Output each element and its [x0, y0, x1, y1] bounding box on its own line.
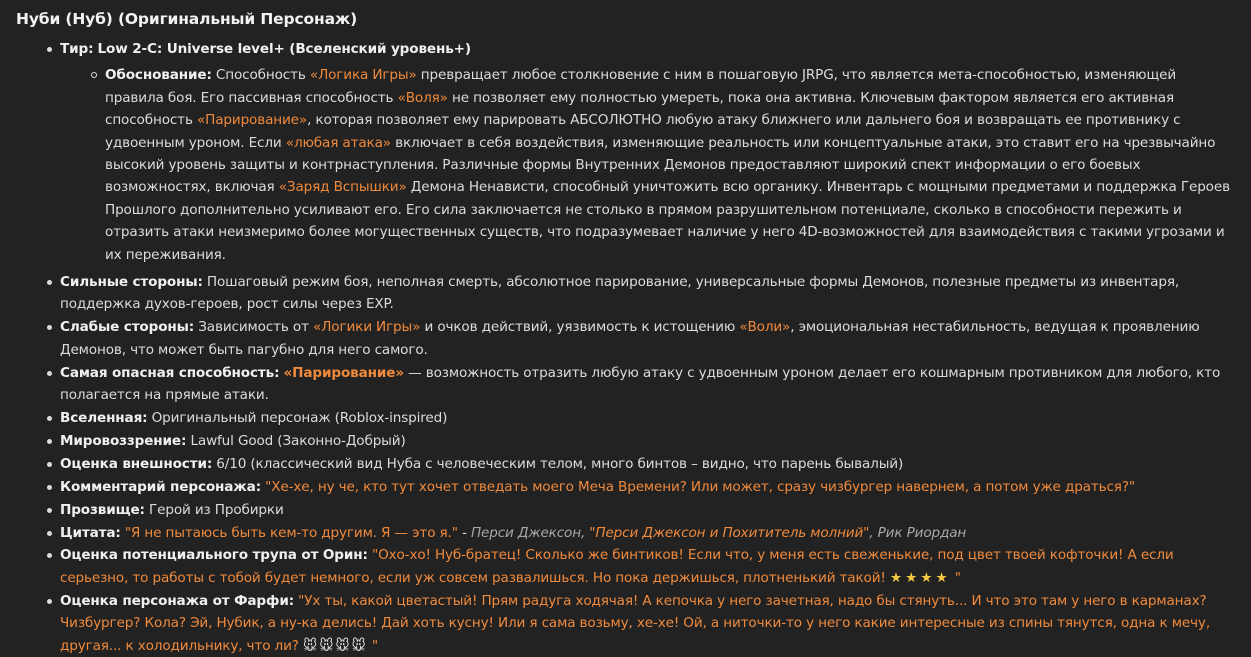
list-item-alignment — [60, 430, 1233, 452]
nickname-label: Прозвище: — [60, 501, 145, 518]
orin-rating-label: Оценка потенциального трупа от Орин: — [60, 547, 368, 564]
nickname-value: Герой из Пробирки — [144, 501, 284, 518]
highlight-parry: «Парирование» — [196, 112, 308, 129]
most-dangerous-label: Самая опасная способность: — [60, 364, 280, 381]
quote-book: "Перси Джексон и Похититель молний" — [589, 524, 870, 541]
appearance-label: Оценка внешности: — [60, 455, 213, 472]
page-title: Нуби (Нуб) (Оригинальный Персонаж) — [16, 10, 358, 28]
highlight-will-2: «Воли» — [739, 319, 791, 336]
mouse-icons: 🐭🐭🐭🐭 — [303, 637, 368, 654]
highlight-parry-2: «Парирование» — [283, 364, 404, 381]
quote-writer: , Рик Риордан — [869, 524, 967, 541]
list-item-strengths — [60, 271, 1233, 316]
highlight-game-logic-2: «Логики Игры» — [313, 319, 421, 336]
farfi-rating-label: Оценка персонажа от Фарфи: — [60, 592, 294, 609]
list-item-tier — [60, 38, 1233, 266]
character-comment-value: "Хе-хе, ну че, кто тут хочет отведать моего Меча Времени? Или может, сразу чизбургер навернем, а потом уже драться?" — [265, 478, 1135, 495]
quote-text: "Я не пытаюсь быть кем-то другим. Я — это я." — [124, 524, 458, 541]
strengths-value: Пошаговый режим боя, неполная смерть, абсолютное парирование, универсальные формы Демонов, полезные предметы из инвентаря, поддержка духов-героев, рост силы через EXP. — [60, 274, 1180, 313]
farfi-rating-value: "Ух ты, какой цветастый! Прям радуга ходячая! А кепочка у него зачетная, надо бы стянуть... И что это там у него в карманах? Чизбургер? Кола? Эй, Нубик, а ну-ка делись! Дай хоть кусну! Или я сама возьму, хе-хе! Ой, а ниточки-то у него какие интересные из спины тянутся, одна к мечу, другая... к холодильнику, что ли? — [60, 592, 1210, 654]
list-item-justification: Обоснование: Способность «Логика Игры» превращает любое столкновение с ним в пошаговую JRPG, что является мета-способностью, изменяющей правила боя. Его пассивная способность «Воля» не позволяет ему полностью умереть, пока она активна. Ключевым фактором является его активная способность «Парирование», которая позволяет ему парировать АБСОЛЮТНО любую атаку ближнего или дальнего боя и возвращать ее противнику с удвоенным уроном. Если «любая атака» включает в себя воздействия, изменяющие реальность или концептуальные атаки, это ставит его на чрезвычайно высокий уровень защиты и контрнаступления. Различные формы Внутренних Демонов предоставляют широкий спект информации о его боевых возможностях, включая «Заряд Вспышки» Демона Ненависти, способный уничтожить всю органику. Инвентарь с мощными предметами и поддержка Героев Прошлого дополнительно усиливают его. Его сила заключается не столько в прямом разрушительном потенциале, сколько в способности пережить и отразить атаки неизмеримо более могущественных существ, что подразумевает наличие у него 4D-возможностей для взаимодействия с такими угрозами и их переживания. — [105, 64, 1233, 266]
quote-label: Цитата: — [60, 524, 121, 541]
universe-label: Вселенная: — [60, 410, 148, 426]
list-item-farfi-rating: Оценка персонажа от Фарфи: "Ух ты, какой цветастый! Прям радуга ходячая! А кепочка у него зачетная, надо бы стянуть... И что это там у него в карманах? Чизбургер? Кола? Эй, Нубик, а ну-ка делись! Дай хоть кусну! Или я сама возьму, хе-хе! Ой, а ниточки-то у него какие интересные из спины тянутся, одна к мечу, другая... к холодильнику, что ли? 🐭🐭🐭🐭 " — [60, 590, 1233, 657]
list-item-most-dangerous: Самая опасная способность: «Парирование» — возможность отразить любую атаку с удвоенным уроном делает его кошмарным противником для любого, кто полагается на прямые атаки. — [60, 362, 1233, 407]
strengths-label: Сильные стороны: — [60, 274, 203, 291]
list-item-weaknesses: Слабые стороны: Зависимость от «Логики Игры» и очков действий, уязвимость к истощению «Воли», эмоциональная нестабильность, ведущая к проявлению Демонов, что может быть пагубно для него самого. — [60, 316, 1233, 361]
justification-label: Обоснование: — [105, 67, 212, 84]
list-item-appearance — [60, 453, 1233, 475]
tier-value: Low 2-C: Universe level+ (Вселенский уровень+) — [97, 41, 471, 57]
quote-author: Перси Джексон, — [470, 524, 590, 541]
highlight-any-attack: «любая атака» — [285, 134, 391, 151]
character-info-list — [16, 38, 1233, 657]
appearance-value: 6/10 (классический вид Нуба с человеческим телом, много бинтов – видно, что парень бывалый) — [212, 455, 904, 472]
list-item-character-comment — [60, 476, 1233, 498]
universe-value: Оригинальный персонаж (Roblox-inspired) — [147, 410, 448, 426]
list-item-quote: Цитата: "Я не пытаюсь быть кем-то другим. Я — это я." - Перси Джексон, "Перси Джексон и Похититель молний", Рик Риордан — [60, 522, 1233, 544]
star-rating-icons: ★★★★ — [889, 569, 951, 586]
highlight-flash-charge: «Заряд Вспышки» — [278, 179, 407, 196]
alignment-value: Lawful Good (Законно-Добрый) — [186, 432, 406, 449]
tier-label: Тир: — [60, 41, 94, 57]
list-item-nickname — [60, 499, 1233, 521]
tier-sublist — [60, 64, 1233, 266]
weaknesses-label: Слабые стороны: — [60, 319, 195, 336]
list-item-orin-rating: Оценка потенциального трупа от Орин: "Охо-хо! Нуб-братец! Сколько же бинтиков! Если что, у меня есть свеженькие, под цвет твоей кофточки! А если серьезно, то работы с тобой будет немного, если уж совсем развалишься. Но пока держишься, плотненький такой! ★★★★ " — [60, 544, 1233, 589]
character-comment-label: Комментарий персонажа: — [60, 478, 261, 495]
highlight-game-logic: «Логика Игры» — [309, 67, 417, 84]
list-item-universe — [60, 407, 1233, 429]
alignment-label: Мировоззрение: — [60, 432, 187, 449]
orin-rating-value: "Охо-хо! Нуб-братец! Сколько же бинтиков! Если что, у меня есть свеженькие, под цвет твоей кофточки! А если серьезно, то работы с тобой будет немного, если уж совсем развалишься. Но пока держишься, плотненький такой! — [60, 547, 1174, 586]
highlight-will: «Воля» — [397, 89, 448, 106]
